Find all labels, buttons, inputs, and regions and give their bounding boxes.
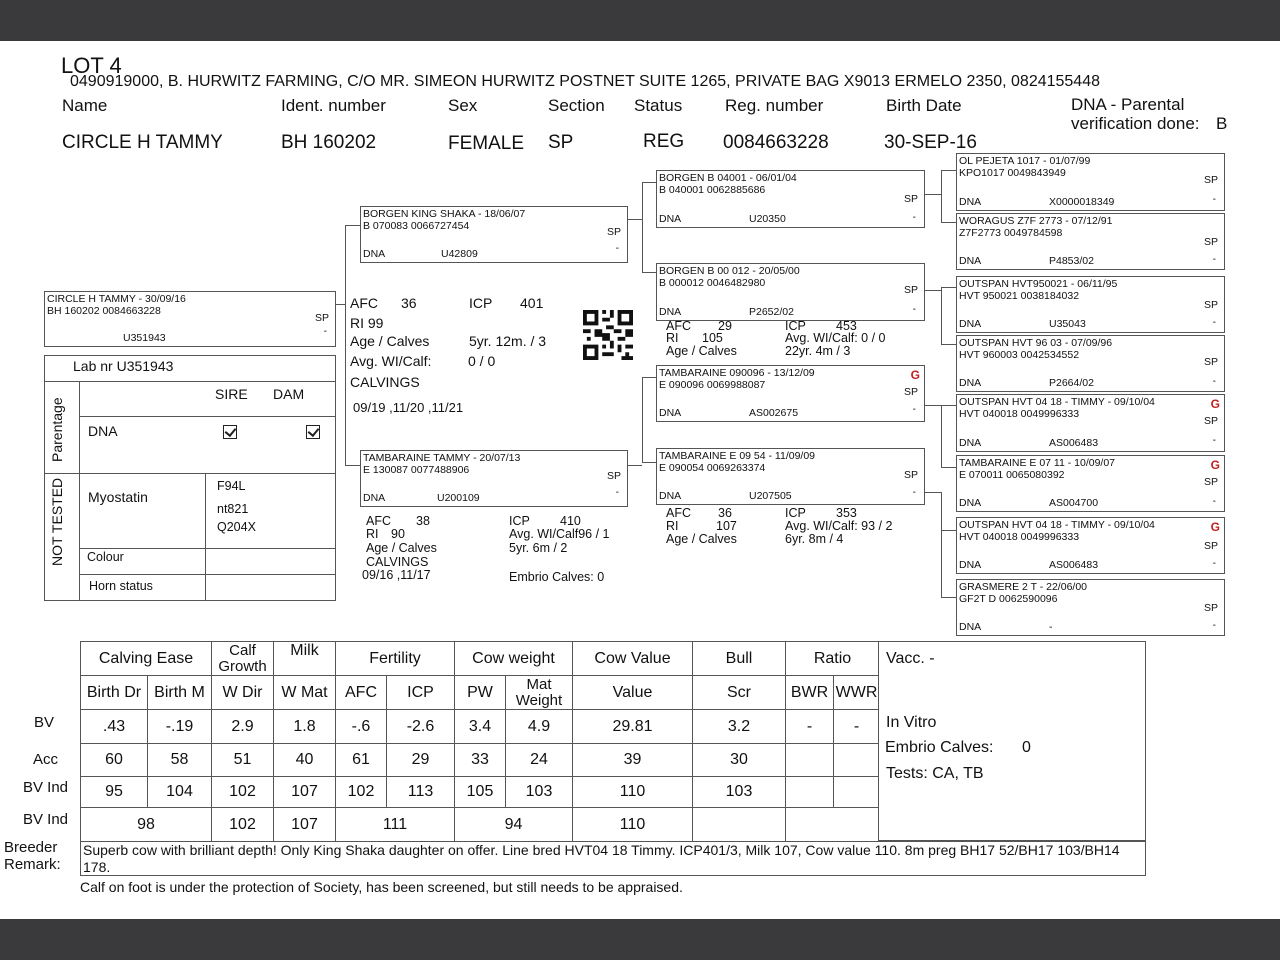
box-dna-value: U351943 xyxy=(123,332,166,345)
dam-calvings-label: CALVINGS xyxy=(366,555,429,569)
sub-header: ICP xyxy=(387,676,455,710)
sire-ri: RI 99 xyxy=(350,315,384,331)
group-milk: Milk xyxy=(274,642,336,676)
sub-header: W Mat xyxy=(274,676,336,710)
connector xyxy=(925,290,941,291)
gp-title: BORGEN B 04001 - 06/01/04 xyxy=(659,172,797,184)
header-reg: Reg. number xyxy=(725,96,824,115)
header-dna-verification: verification done: xyxy=(1071,114,1200,133)
ggp-title: OUTSPAN HVT 96 03 - 07/09/96 xyxy=(959,337,1113,349)
connector xyxy=(941,222,956,223)
ind2-cell: 98 xyxy=(81,808,212,842)
gp-ident: B 000012 0046482980 xyxy=(659,277,766,289)
connector xyxy=(628,465,642,466)
gp2-age-calves-label: Age / Calves xyxy=(666,344,737,358)
ggp-dna-label: DNA xyxy=(959,497,982,510)
sire-icp-label: ICP xyxy=(469,295,493,311)
ind-cell: 95 xyxy=(81,777,148,808)
dam-section: SP xyxy=(606,470,621,482)
sire-afc-value: 36 xyxy=(401,295,417,311)
ggp-section: SP xyxy=(1203,602,1218,614)
box-dash: - xyxy=(323,326,327,337)
grandparent-box xyxy=(656,448,925,505)
bv-cell: 3.4 xyxy=(455,710,506,744)
remark-label-breeder: Breeder xyxy=(4,839,58,856)
ind2-cell: 102 xyxy=(212,808,274,842)
dam-calvings-value: 09/16 ,11/17 xyxy=(362,568,431,582)
animal-reg: 0084663228 xyxy=(723,132,829,153)
ggp-ident: HVT 040018 0049996333 xyxy=(959,531,1080,543)
connector xyxy=(642,182,643,272)
animal-section: SP xyxy=(548,132,574,153)
gp-section: SP xyxy=(903,386,918,398)
bv-cell: 2.9 xyxy=(212,710,274,744)
sub-header: Birth M xyxy=(148,676,212,710)
sub-header: PW xyxy=(455,676,506,710)
ind-cell: 110 xyxy=(573,777,693,808)
dam-wi: Avg. WI/Calf96 / 1 xyxy=(509,527,610,541)
ggp-ident: HVT 950021 0038184032 xyxy=(959,290,1080,302)
sire-wi-label: Avg. WI/Calf: xyxy=(350,353,432,369)
gp-dna-value: P2652/02 xyxy=(749,306,794,319)
acc-cell: 24 xyxy=(506,744,573,777)
dam-ri-label: RI xyxy=(366,527,379,541)
sire-icp-value: 401 xyxy=(520,295,544,311)
ggp-section: SP xyxy=(1203,476,1218,488)
remark-label-remark: Remark: xyxy=(4,856,61,873)
sire-wi-value: 0 / 0 xyxy=(468,353,496,369)
dam-checked-icon xyxy=(306,425,320,439)
connector xyxy=(941,170,956,171)
lab-dam: DAM xyxy=(273,386,305,402)
connector xyxy=(941,287,956,288)
gp-title: TAMBARAINE E 09 54 - 11/09/09 xyxy=(659,450,816,462)
sub-header: W Dir xyxy=(212,676,274,710)
dam-dna-label: DNA xyxy=(363,492,386,505)
contact-line: 0490919000, B. HURWITZ FARMING, C/O MR. SIMEON HURWITZ POSTNET SUITE 1265, PRIVATE BAG X9013 ERMELO 2350, 0824155448 xyxy=(70,73,1100,90)
sire-title: BORGEN KING SHAKA - 18/06/07 xyxy=(363,208,526,220)
gp-dna-label: DNA xyxy=(659,490,682,503)
not-tested-label: NOT TESTED xyxy=(49,477,65,566)
connector xyxy=(941,530,956,531)
header-section: Section xyxy=(548,96,605,115)
dna-tested-icon: G xyxy=(1210,458,1220,472)
dam-box xyxy=(360,450,628,507)
ind-cell: 104 xyxy=(148,777,212,808)
header-ident: Ident. number xyxy=(281,96,386,115)
gp4-icp-label: ICP xyxy=(785,506,806,520)
connector xyxy=(642,377,656,378)
ggp-dna-label: DNA xyxy=(959,196,982,209)
gp-title: TAMBARAINE 090096 - 13/12/09 xyxy=(659,367,815,379)
ggp-dna-label: DNA xyxy=(959,559,982,572)
bv-cell: 1.8 xyxy=(274,710,336,744)
connector xyxy=(941,405,956,406)
myostatin-q204x: Q204X xyxy=(217,520,256,534)
ggp-dna-value: - xyxy=(1049,621,1053,634)
ind2-cell: 110 xyxy=(573,808,693,842)
gp-dash: - xyxy=(912,212,916,223)
lab-dna: DNA xyxy=(88,423,118,439)
ind-cell: 107 xyxy=(274,777,336,808)
row-label-acc: Acc xyxy=(33,751,59,768)
animal-birth: 30-SEP-16 xyxy=(884,132,977,153)
embrio-calves-label: Embrio Calves: xyxy=(885,739,994,756)
bv-cell: 4.9 xyxy=(506,710,573,744)
sire-ident: B 070083 0066727454 xyxy=(363,220,470,232)
dna-tested-icon: G xyxy=(1210,520,1220,534)
gp-section: SP xyxy=(903,284,918,296)
dam-embrio-calves: Embrio Calves: 0 xyxy=(509,570,605,584)
connector xyxy=(941,597,956,598)
ggp-dna-label: DNA xyxy=(959,318,982,331)
gp-ident: E 090096 0069988087 xyxy=(659,379,766,391)
ggp-section: SP xyxy=(1203,299,1218,311)
gp2-afc-label: AFC xyxy=(666,319,691,333)
remark-box xyxy=(80,841,1146,876)
tests: Tests: CA, TB xyxy=(886,765,984,782)
ggp-title: WORAGUS Z7F 2773 - 07/12/91 xyxy=(959,215,1113,227)
horn-label: Horn status xyxy=(89,579,153,593)
header-name: Name xyxy=(62,96,108,115)
bv-cell: -.19 xyxy=(148,710,212,744)
gp4-ri-label: RI xyxy=(666,519,679,533)
ggp-dash: - xyxy=(1212,558,1216,569)
in-vitro: In Vitro xyxy=(886,714,937,731)
dam-dash: - xyxy=(615,487,619,498)
box-title: CIRCLE H TAMMY - 30/09/16 xyxy=(47,293,186,305)
dna-verification-value: B xyxy=(1216,114,1228,133)
ggp-dna-value: AS006483 xyxy=(1049,559,1099,572)
sire-afc-label: AFC xyxy=(350,295,378,311)
sub-header: WWR xyxy=(834,676,880,710)
myostatin-label: Myostatin xyxy=(88,489,148,505)
ind-cell: 103 xyxy=(506,777,573,808)
ggp-dna-label: DNA xyxy=(959,621,982,634)
sub-header: Value xyxy=(573,676,693,710)
animal-name: CIRCLE H TAMMY xyxy=(62,132,223,153)
ggp-section: SP xyxy=(1203,356,1218,368)
connector xyxy=(925,194,941,195)
great-grandparent-box xyxy=(956,394,1225,452)
gp-dna-label: DNA xyxy=(659,306,682,319)
gp2-age-calves-value: 22yr. 4m / 3 xyxy=(785,344,851,358)
gp4-wi: Avg. WI/Calf: 93 / 2 xyxy=(785,519,893,533)
sub-header: BWR xyxy=(786,676,834,710)
lab-box xyxy=(44,355,336,601)
sire-dna-label: DNA xyxy=(363,248,386,261)
ind2-cell xyxy=(693,808,786,842)
connector xyxy=(941,405,942,467)
gp2-icp-label: ICP xyxy=(785,319,806,333)
ind2-cell: 107 xyxy=(274,808,336,842)
connector xyxy=(642,182,656,183)
acc-cell: 39 xyxy=(573,744,693,777)
ggp-ident: GF2T D 0062590096 xyxy=(959,593,1058,605)
qr-code-icon xyxy=(582,310,634,360)
sub-header: Birth Dr xyxy=(81,676,148,710)
great-grandparent-box xyxy=(956,276,1225,333)
ggp-section: SP xyxy=(1203,236,1218,248)
row-label-bv-ind: BV Ind xyxy=(23,779,69,796)
header-sex: Sex xyxy=(448,96,478,115)
connector xyxy=(941,492,942,597)
ggp-dash: - xyxy=(1212,317,1216,328)
gp-dna-value: U207505 xyxy=(749,490,792,503)
connector xyxy=(941,344,956,345)
grandparent-box xyxy=(656,365,925,422)
ggp-section: SP xyxy=(1203,174,1218,186)
animal-ident: BH 160202 xyxy=(281,132,377,153)
ggp-title: OUTSPAN HVT 04 18 - TIMMY - 09/10/04 xyxy=(959,519,1155,531)
sire-age-calves-label: Age / Calves xyxy=(350,333,430,349)
sire-calvings-label: CALVINGS xyxy=(350,374,420,390)
dna-tested-icon: G xyxy=(910,368,920,382)
header-status: Status xyxy=(634,96,683,115)
gp4-icp-value: 353 xyxy=(836,506,857,520)
connector xyxy=(628,219,642,220)
footnote: Calf on foot is under the protection of Society, has been screened, but still needs to be appraised. xyxy=(80,879,683,895)
gp-ident: B 040001 0062885686 xyxy=(659,184,766,196)
gp-title: BORGEN B 00 012 - 20/05/00 xyxy=(659,265,800,277)
ggp-dash: - xyxy=(1212,376,1216,387)
connector xyxy=(345,225,346,465)
bv-cell: - xyxy=(834,710,880,744)
ggp-title: OUTSPAN HVT 04 18 - TIMMY - 09/10/04 xyxy=(959,396,1155,408)
box-section: SP xyxy=(314,312,329,324)
gp-dash: - xyxy=(912,304,916,315)
gp-section: SP xyxy=(903,469,918,481)
ind-cell: 102 xyxy=(212,777,274,808)
bv-cell: - xyxy=(786,710,834,744)
great-grandparent-box xyxy=(956,153,1225,211)
connector xyxy=(642,377,643,463)
lot-number: LOT 4 xyxy=(61,53,122,78)
ggp-title: GRASMERE 2 T - 22/06/00 xyxy=(959,581,1088,593)
ind-cell: 105 xyxy=(455,777,506,808)
great-grandparent-box xyxy=(956,213,1225,270)
bv-cell: 3.2 xyxy=(693,710,786,744)
header-birth: Birth Date xyxy=(886,96,962,115)
sub-header: AFC xyxy=(336,676,387,710)
ggp-dash: - xyxy=(1212,254,1216,265)
ggp-ident: E 070011 0065080392 xyxy=(959,469,1065,481)
connector xyxy=(925,492,941,493)
bv-cell: -.6 xyxy=(336,710,387,744)
ggp-ident: HVT 040018 0049996333 xyxy=(959,408,1080,420)
ind2-cell: 111 xyxy=(336,808,455,842)
myostatin-f94l: F94L xyxy=(217,479,246,493)
ggp-dna-value: P2664/02 xyxy=(1049,377,1094,390)
gp2-wi: Avg. WI/Calf: 0 / 0 xyxy=(785,331,886,345)
ggp-title: OL PEJETA 1017 - 01/07/99 xyxy=(959,155,1091,167)
sub-header: Scr xyxy=(693,676,786,710)
breeding-values-table xyxy=(80,641,880,842)
ind-cell xyxy=(834,777,880,808)
bv-cell: -2.6 xyxy=(387,710,455,744)
sire-age-calves-value: 5yr. 12m. / 3 xyxy=(469,333,547,349)
dam-icp-label: ICP xyxy=(509,514,530,528)
gp-dna-value: U20350 xyxy=(749,213,786,226)
animal-pedigree-box xyxy=(44,291,336,347)
group-bull: Bull xyxy=(693,642,786,676)
animal-sex: FEMALE xyxy=(448,133,525,154)
ggp-dash: - xyxy=(1212,620,1216,631)
bv-cell: 29.81 xyxy=(573,710,693,744)
acc-cell xyxy=(786,744,834,777)
top-bar xyxy=(0,0,1280,41)
ggp-dash: - xyxy=(1212,194,1216,205)
group-fertility: Fertility xyxy=(336,642,455,676)
parentage-label: Parentage xyxy=(49,397,65,462)
group-cow-weight: Cow weight xyxy=(455,642,573,676)
ggp-dna-label: DNA xyxy=(959,437,982,450)
row-label-bv: BV xyxy=(34,714,55,731)
connector xyxy=(642,462,656,463)
gp4-afc-label: AFC xyxy=(666,506,691,520)
ggp-dna-label: DNA xyxy=(959,255,982,268)
acc-cell: 60 xyxy=(81,744,148,777)
ggp-dna-label: DNA xyxy=(959,377,982,390)
group-calving-ease: Calving Ease xyxy=(81,642,212,676)
ggp-section: SP xyxy=(1203,540,1218,552)
lab-number: Lab nr U351943 xyxy=(73,358,174,374)
dam-age-calves-label: Age / Calves xyxy=(366,541,437,555)
great-grandparent-box xyxy=(956,455,1225,512)
vaccination-box xyxy=(878,641,1146,841)
sire-box xyxy=(360,206,628,263)
bottom-bar xyxy=(0,919,1280,960)
great-grandparent-box xyxy=(956,579,1225,636)
embrio-calves-value: 0 xyxy=(1022,739,1031,756)
lab-sire: SIRE xyxy=(215,386,248,402)
ggp-dna-value: AS004700 xyxy=(1049,497,1099,510)
myostatin-nt821: nt821 xyxy=(217,502,249,516)
sub-header: Mat Weight xyxy=(506,676,573,710)
ggp-ident: KPO1017 0049843949 xyxy=(959,167,1066,179)
dam-afc-value: 38 xyxy=(416,514,430,528)
ggp-title: OUTSPAN HVT950021 - 06/11/95 xyxy=(959,278,1118,290)
gp4-age-calves-value: 6yr. 8m / 4 xyxy=(785,532,844,546)
ggp-ident: Z7F2773 0049784598 xyxy=(959,227,1063,239)
gp2-icp-value: 453 xyxy=(836,319,857,333)
gp-dna-label: DNA xyxy=(659,213,682,226)
gp-dash: - xyxy=(912,487,916,498)
gp-dash: - xyxy=(912,404,916,415)
ind-cell: 102 xyxy=(336,777,387,808)
sire-calvings-value: 09/19 ,11/20 ,11/21 xyxy=(353,400,464,415)
acc-cell: 51 xyxy=(212,744,274,777)
ggp-dna-value: X0000018349 xyxy=(1049,196,1115,209)
great-grandparent-box xyxy=(956,335,1225,392)
acc-cell: 58 xyxy=(148,744,212,777)
gp2-ri-label: RI xyxy=(666,331,679,345)
sire-checked-icon xyxy=(223,425,237,439)
acc-cell: 33 xyxy=(455,744,506,777)
dam-afc-label: AFC xyxy=(366,514,391,528)
dna-tested-icon: G xyxy=(1210,397,1220,411)
dam-dna-value: U200109 xyxy=(437,492,480,505)
ggp-dna-value: P4853/02 xyxy=(1049,255,1094,268)
dam-ident: E 130087 0077488906 xyxy=(363,464,470,476)
connector xyxy=(345,225,360,226)
gp4-afc-value: 36 xyxy=(718,506,732,520)
connector xyxy=(941,467,956,468)
connector xyxy=(345,465,360,466)
gp2-ri-value: 105 xyxy=(702,331,723,345)
connector xyxy=(941,170,942,222)
gp-section: SP xyxy=(903,193,918,205)
group-cow-value: Cow Value xyxy=(573,642,693,676)
gp-dna-label: DNA xyxy=(659,407,682,420)
ggp-dna-value: AS006483 xyxy=(1049,437,1099,450)
grandparent-box xyxy=(656,263,925,321)
ind2-cell: 94 xyxy=(455,808,573,842)
ind-cell: 103 xyxy=(693,777,786,808)
ind-cell xyxy=(786,777,834,808)
gp-ident: E 090054 0069263374 xyxy=(659,462,766,474)
great-grandparent-box xyxy=(956,517,1225,574)
connector xyxy=(925,405,941,406)
gp4-ri-value: 107 xyxy=(716,519,737,533)
vaccination: Vacc. - xyxy=(886,650,935,667)
ind-cell: 113 xyxy=(387,777,455,808)
connector xyxy=(642,272,656,273)
acc-cell: 40 xyxy=(274,744,336,777)
colour-label: Colour xyxy=(87,550,124,564)
gp4-age-calves-label: Age / Calves xyxy=(666,532,737,546)
group-calf-growth: Calf Growth xyxy=(212,642,274,676)
acc-cell xyxy=(834,744,880,777)
ind2-cell xyxy=(786,808,880,842)
grandparent-box xyxy=(656,170,925,228)
ggp-ident: HVT 960003 0042534552 xyxy=(959,349,1080,361)
animal-status: REG xyxy=(643,131,685,152)
gp2-afc-value: 29 xyxy=(718,319,732,333)
acc-cell: 29 xyxy=(387,744,455,777)
breeder-remark: Superb cow with brilliant depth! Only King Shaka daughter on offer. Line bred HVT04 18 Timmy. ICP401/3, Milk 107, Cow value 110. 8m preg BH17 52/BH17 103/BH14 178. xyxy=(83,842,1120,875)
ggp-dash: - xyxy=(1212,435,1216,446)
dam-icp-value: 410 xyxy=(560,514,581,528)
gp-dna-value: AS002675 xyxy=(749,407,799,420)
dam-title: TAMBARAINE TAMMY - 20/07/13 xyxy=(363,452,521,464)
dam-age: 5yr. 6m / 2 xyxy=(509,541,568,555)
ggp-title: TAMBARAINE E 07 11 - 10/09/07 xyxy=(959,457,1116,469)
connector xyxy=(941,287,942,344)
bv-cell: .43 xyxy=(81,710,148,744)
group-ratio: Ratio xyxy=(786,642,880,676)
sire-dna-value: U42809 xyxy=(441,248,478,261)
ggp-section: SP xyxy=(1203,415,1218,427)
row-label-bv-ind-2: BV Ind xyxy=(23,811,69,828)
box-ident: BH 160202 0084663228 xyxy=(47,305,161,317)
acc-cell: 61 xyxy=(336,744,387,777)
header-dna: DNA - Parental xyxy=(1071,95,1185,114)
dam-ri-value: 90 xyxy=(391,527,405,541)
sire-section: SP xyxy=(606,226,621,238)
sire-dash: - xyxy=(615,243,619,254)
ggp-dash: - xyxy=(1212,496,1216,507)
ggp-dna-value: U35043 xyxy=(1049,318,1086,331)
acc-cell: 30 xyxy=(693,744,786,777)
